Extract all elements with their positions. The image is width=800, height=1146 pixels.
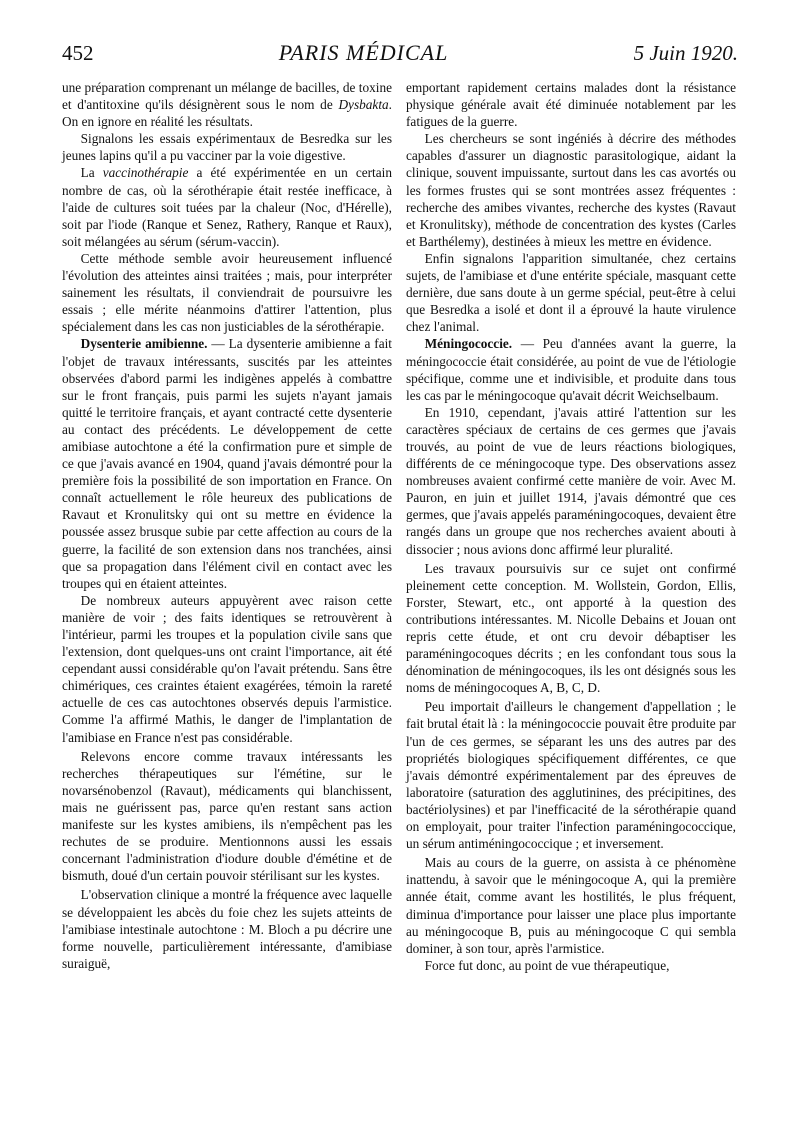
issue-date: 5 Juin 1920. [633,41,738,65]
paragraph: L'observation clinique a montré la fréquence avec laquelle se développaient les abcès du foie chez les sujets atteints de l'amibiase intestinale autochtone : M. Bloch a pu décrire une forme nouvelle, particulièrement intéressante, d'amibiase suraiguë, [62,887,392,971]
paragraph: Mais au cours de la guerre, on assista à ce phénomène inattendu, à savoir que le méningocoque A, qui la première année était, comme avant les hostilités, le plus fréquent, diminua d'importance pour laisser une place plus importante au méningocoque B, puis au méningocoque C qui sembla dominer, à son tour, après l'armistice. [406,855,736,956]
paragraph: Les travaux poursuivis sur ce sujet ont confirmé pleinement cette conception. M. Wollstein, Gordon, Ellis, Forster, Stewart, etc., ont apporté à la question des contributions intéressantes. M. Nicolle Debains et Jouan ont repris cette étude, et ont cru devoir débaptiser les paraméningocoques décrits ; en les confondant tous sous la dénomination de méningocoques, ils les ont désignés sous les noms de méningocoques A, B, C, D. [406,560,736,696]
paragraph: Cette méthode semble avoir heureusement influencé l'évolution des atteintes ainsi traitées ; mais, pour interpréter sainement les résultats, il conviendrait de poursuivre les essais ; elle mérite néanmoins d'attirer l'attention, plus spécialement dans les cas non justiciables de la sérothérapie. [62,250,392,335]
paragraph-text: La [80,165,103,181]
left-column [62,79,392,972]
paragraph-text: une préparation comprenant un mélange de bacilles, de toxine et d'antitoxine qu'ils désignèrent sous le nom de [62,80,392,113]
paragraph: Relevons encore comme travaux intéressants les recherches thérapeutiques sur l'émétine, sur le novarsénobenzol (Ravaut), médicaments qui blanchissent, mais ne guérissent pas, parce qu'en restant sans action manifeste sur les kystes amibiens, ils n'empêchent pas les rechutes de se produire. Mentionnons aussi les essais concernant l'administration d'iodure double d'émétine et de bismuth, doué d'un certain pouvoir stérilisant sur les kystes. [62,748,392,884]
paragraph [62,335,392,591]
italic-term: Dysbakta [338,97,389,113]
paragraph [406,335,736,403]
paragraph-text: . On en ignore en réalité les résultats. [62,97,392,130]
section-heading: Méningococcie. [424,336,513,352]
paragraph: En 1910, cependant, j'avais attiré l'attention sur les caractères spéciaux de certains de ces germes que j'avais trouvés, au point de vue de leurs réactions biologiques, différents de ce méningocoque type. Des observations assez nombreuses avaient confirmé cette manière de voir. Avec M. Pauron, en juin et juillet 1914, j'avais démontré que ces germes, que j'avais appelés paraméningocoques, devaient être rangés dans un groupe que nos recherches avaient abouti à dissocier ; nous avions donc affirmé leur pluralité. [406,404,736,557]
paragraph: emportant rapidement certains malades dont la résistance physique générale avait été diminuée notablement par les fatigues de la guerre. [406,80,736,130]
paragraph: Les chercheurs se sont ingéniés à décrire des méthodes capables d'assurer un diagnostic parasitologique, aidant la clinique, souvent impuissante, surtout dans les cas avortés ou les formes frustes qui se sont montrées assez fréquentes : recherche des amibes vivantes, recherche des kystes (Ravaut et Kronulitsky), méthode de concentration des kystes (Carles et Barthélemy), destinées à mieux les mettre en évidence. [406,131,736,249]
paragraph-text: — Peu d'années avant la guerre, la méningococcie était considérée, au point de vue de l'étiologie spécifique, comme une et indivisible, et produite dans tous les cas par le méningocoque qu'avait décrit Weichselbaum. [406,336,736,403]
section-heading: Dysenterie amibienne. [80,336,208,352]
paragraph: Peu importait d'ailleurs le changement d'appellation ; le fait brutal était là : la méningococcie pouvait être produite par l'un de ces germes, se séparant les uns des autres par des propriétés biologiques spécifiquement différentes, ce que j'avais démontré expérimentalement par des épreuves de laboratoire (saturation des agglutinines, des précipitines, des bactériolysines) et par l'inefficacité de la sérothérapie quand on employait, pour traiter l'infection paraméningococcique, un sérum antiméningococcique ; et inversement. [406,699,736,852]
running-header [62,40,738,72]
italic-term: vaccinothérapie [102,165,189,181]
paragraph: Force fut donc, au point de vue thérapeutique, [424,957,670,973]
paragraph: Enfin signalons l'apparition simultanée, chez certains sujets, de l'amibiase et d'une entérite spéciale, masquant cette dernière, due sans doute à un germe spécial, peut-être à celui que Besredka a isolé et dont il a éprouvé la haute virulence chez l'animal. [406,250,736,335]
paragraph [62,164,392,249]
paragraph-text: — La dysenterie amibienne a fait l'objet de travaux intéressants, suscités par les atteintes observées d'abord parmi les indigènes appelés à combattre sur le front français, puis parmi les sujets n'ayant jamais quitté le territoire français, et ayant contracté cette dysenterie au contact des précédents. Le développement de cette amibiase autochtone a été la confirmation pure et simple de ce que j'avais avancé en 1904, quand j'avais démontré pour la première fois la possibilité de son importation en France. On connaît actuellement le rôle heureux des publications de Ravaut et Kronulitsky qui ont su mettre en évidence la poussée assez brusque subie par cette affection au cours de la guerre, la facilité de son extension dans nos tranchées, ainsi que sa propagation dans l'élément civil en contact avec les troupes qui en étaient atteintes. [62,336,392,591]
paragraph: De nombreux auteurs appuyèrent avec raison cette manière de voir ; des faits identiques se retrouvèrent à l'intérieur, parmi les troupes et la population civile sans que l'extension, dont quelques-uns ont craint l'importance, ait été cependant aussi considérable qu'on l'avait prétendu. Sans être chimériques, ces craintes étaient exagérées, témoin la rareté actuelle de ces cas autochtones observés depuis l'armistice. Comme l'a affirmé Mathis, le danger de l'implantation de l'amibiase en France n'est pas considérable. [62,592,392,745]
paragraph-text: a été expérimentée en un certain nombre de cas, où la sérothérapie était restée inefficace, à l'aide de cultures soit tuées par la chaleur (Noc, d'Hérelle), soit par l'iode (Ranque et Senez, Rathery, Ranque et Raux), soit mélangées au sérum (sérum-vaccin). [62,165,392,249]
journal-title: PARIS MÉDICAL [278,40,449,65]
paragraph [62,79,392,130]
page-number: 452 [62,41,94,65]
paragraph: Signalons les essais expérimentaux de Besredka sur les jeunes lapins qu'il a pu vacciner par la voie digestive. [62,131,392,164]
right-column [406,79,736,974]
